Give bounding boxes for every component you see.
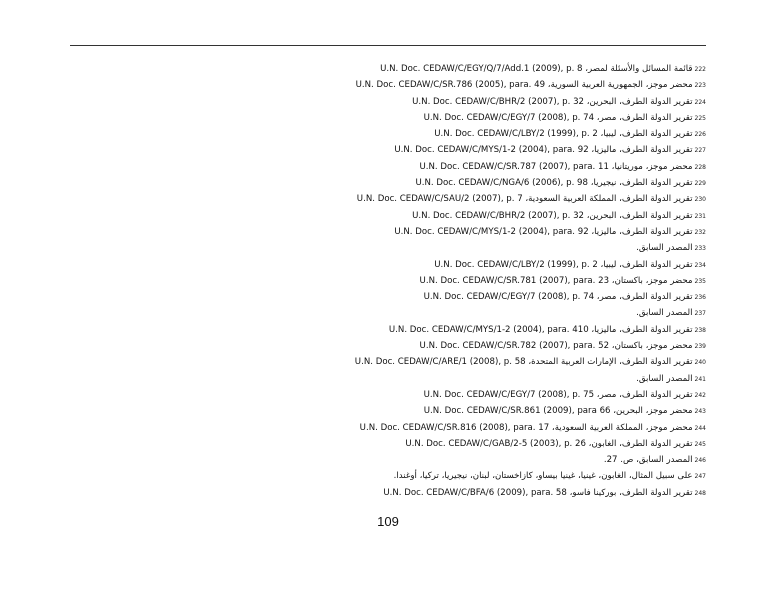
- footnote-text: تقرير الدولة الطرف، نيجيريا، U.N. Doc. CEDAW/C/NGA/6 (2006), p. 98: [415, 178, 693, 189]
- footnote-text: تقرير الدولة الطرف، مصر، U.N. Doc. CEDAW/C/EGY/7 (2008), p. 74: [423, 112, 693, 123]
- footnote: المصدر السابق. 237: [70, 305, 706, 321]
- footnote-text: محضر موجز، موريتانيا، U.N. Doc. CEDAW/C/SR.787 (2007), para. 11: [419, 161, 693, 172]
- footnote: محضر موجز، الجمهورية العربية السورية، U.N. Doc. CEDAW/C/SR.786 (2005), para. 49 223: [70, 77, 706, 93]
- footnote-text: تقرير الدولة الطرف، بوركينا فاسو، U.N. Doc. CEDAW/C/BFA/6 (2009), para. 58: [383, 487, 693, 498]
- footnote-text: محضر موجز، باكستان، U.N. Doc. CEDAW/C/SR.781 (2007), para. 23: [419, 275, 693, 286]
- footnote: تقرير الدولة الطرف، مصر، U.N. Doc. CEDAW/C/EGY/7 (2008), p. 74 225: [70, 110, 706, 126]
- footnote-text: المصدر السابق، ص. 27.: [603, 455, 693, 466]
- footnote: تقرير الدولة الطرف، ماليزيا، U.N. Doc. CEDAW/C/MYS/1-2 (2004), para. 410 238: [70, 322, 706, 338]
- page-number: 109: [377, 514, 399, 529]
- footnotes-list: [70, 61, 706, 501]
- footnote: على سبيل المثال، الغابون، غينيا، غينيا بيساو، كازاخستان، لبنان، نيجيريا، تركيا، أوغندا. 247: [70, 468, 706, 484]
- footnote: تقرير الدولة الطرف، الغابون، U.N. Doc. CEDAW/C/GAB/2-5 (2003), p. 26 245: [70, 436, 706, 452]
- footnote-text: تقرير الدولة الطرف، ماليزيا، U.N. Doc. CEDAW/C/MYS/1-2 (2004), para. 92: [394, 226, 693, 237]
- footnote-text: قائمة المسائل والأسئلة لمصر، U.N. Doc. CEDAW/C/EGY/Q/7/Add.1 (2009), p. 8: [380, 64, 693, 74]
- footnote: تقرير الدولة الطرف، ليبيا، U.N. Doc. CEDAW/C/LBY/2 (1999), p. 2 234: [70, 257, 706, 273]
- footnote-text: تقرير الدولة الطرف، البحرين، U.N. Doc. CEDAW/C/BHR/2 (2007), p. 32: [412, 210, 693, 221]
- footnote: تقرير الدولة الطرف، نيجيريا، U.N. Doc. CEDAW/C/NGA/6 (2006), p. 98 229: [70, 175, 706, 191]
- footnote-text: المصدر السابق.: [636, 308, 693, 319]
- footnote: تقرير الدولة الطرف، المملكة العربية السعودية، U.N. Doc. CEDAW/C/SAU/2 (2007), p. 7 230: [70, 191, 706, 207]
- footnote-text: تقرير الدولة الطرف، ماليزيا، U.N. Doc. CEDAW/C/MYS/1-2 (2004), para. 92: [394, 145, 693, 156]
- footnote-text: محضر موجز، باكستان، U.N. Doc. CEDAW/C/SR.782 (2007), para. 52: [419, 341, 693, 352]
- footnote-text: تقرير الدولة الطرف، الإمارات العربية المتحدة، U.N. Doc. CEDAW/C/ARE/1 (2008), p. 58: [354, 357, 693, 368]
- footnote-text: تقرير الدولة الطرف، المملكة العربية السعودية، U.N. Doc. CEDAW/C/SAU/2 (2007), p. 7: [356, 194, 693, 205]
- footnote-text: المصدر السابق.: [636, 243, 693, 254]
- footnote: قائمة المسائل والأسئلة لمصر، U.N. Doc. CEDAW/C/EGY/Q/7/Add.1 (2009), p. 8 222: [70, 61, 706, 77]
- footnote: تقرير الدولة الطرف، البحرين، U.N. Doc. CEDAW/C/BHR/2 (2007), p. 32 224: [70, 94, 706, 110]
- footnote: تقرير الدولة الطرف، مصر، U.N. Doc. CEDAW/C/EGY/7 (2008), p. 74 236: [70, 289, 706, 305]
- footnote: تقرير الدولة الطرف، ماليزيا، U.N. Doc. CEDAW/C/MYS/1-2 (2004), para. 92 232: [70, 224, 706, 240]
- footnote-text: المصدر السابق.: [636, 373, 693, 384]
- footnote: محضر موجز، باكستان، U.N. Doc. CEDAW/C/SR.782 (2007), para. 52 239: [70, 338, 706, 354]
- footnote: محضر موجز، باكستان، U.N. Doc. CEDAW/C/SR.781 (2007), para. 23 235: [70, 273, 706, 289]
- footnote: تقرير الدولة الطرف، البحرين، U.N. Doc. CEDAW/C/BHR/2 (2007), p. 32 231: [70, 208, 706, 224]
- footnote-text: محضر موجز، المملكة العربية السعودية، U.N. Doc. CEDAW/C/SR.816 (2008), para. 17: [359, 422, 693, 433]
- footnote: محضر موجز، البحرين، U.N. Doc. CEDAW/C/SR.861 (2009), para 66 243: [70, 403, 706, 419]
- footnote-text: تقرير الدولة الطرف، البحرين، U.N. Doc. CEDAW/C/BHR/2 (2007), p. 32: [412, 96, 693, 107]
- footnote: محضر موجز، موريتانيا، U.N. Doc. CEDAW/C/SR.787 (2007), para. 11 228: [70, 159, 706, 175]
- footnote: تقرير الدولة الطرف، بوركينا فاسو، U.N. Doc. CEDAW/C/BFA/6 (2009), para. 58 248: [70, 485, 706, 501]
- footnote: المصدر السابق، ص. 27. 246: [70, 452, 706, 468]
- footnote-text: تقرير الدولة الطرف، الغابون، U.N. Doc. CEDAW/C/GAB/2-5 (2003), p. 26: [405, 438, 693, 449]
- footnote: المصدر السابق. 241: [70, 371, 706, 387]
- footnote-separator: [70, 45, 706, 46]
- footnote-text: تقرير الدولة الطرف، ماليزيا، U.N. Doc. CEDAW/C/MYS/1-2 (2004), para. 410: [388, 324, 693, 335]
- footnote: تقرير الدولة الطرف، ماليزيا، U.N. Doc. CEDAW/C/MYS/1-2 (2004), para. 92 227: [70, 142, 706, 158]
- footnote: تقرير الدولة الطرف، مصر، U.N. Doc. CEDAW/C/EGY/7 (2008), p. 75 242: [70, 387, 706, 403]
- footnote-text: تقرير الدولة الطرف، ليبيا، U.N. Doc. CEDAW/C/LBY/2 (1999), p. 2: [434, 129, 693, 140]
- footnote-text: تقرير الدولة الطرف، مصر، U.N. Doc. CEDAW/C/EGY/7 (2008), p. 74: [423, 292, 693, 303]
- footnote: محضر موجز، المملكة العربية السعودية، U.N. Doc. CEDAW/C/SR.816 (2008), para. 17 244: [70, 420, 706, 436]
- footnote: تقرير الدولة الطرف، الإمارات العربية المتحدة، U.N. Doc. CEDAW/C/ARE/1 (2008), p. 58 240: [70, 354, 706, 370]
- footnote-text: تقرير الدولة الطرف، مصر، U.N. Doc. CEDAW/C/EGY/7 (2008), p. 75: [423, 389, 693, 400]
- footnote-text: محضر موجز، الجمهورية العربية السورية، U.N. Doc. CEDAW/C/SR.786 (2005), para. 49: [355, 80, 693, 91]
- footnote-text: محضر موجز، البحرين، U.N. Doc. CEDAW/C/SR.861 (2009), para 66: [423, 406, 693, 417]
- footnote: تقرير الدولة الطرف، ليبيا، U.N. Doc. CEDAW/C/LBY/2 (1999), p. 2 226: [70, 126, 706, 142]
- footnote: المصدر السابق. 233: [70, 240, 706, 256]
- footnote-text: على سبيل المثال، الغابون، غينيا، غينيا بيساو، كازاخستان، لبنان، نيجيريا، تركيا، أوغندا.: [393, 471, 693, 482]
- footnote-text: تقرير الدولة الطرف، ليبيا، U.N. Doc. CEDAW/C/LBY/2 (1999), p. 2: [434, 259, 693, 270]
